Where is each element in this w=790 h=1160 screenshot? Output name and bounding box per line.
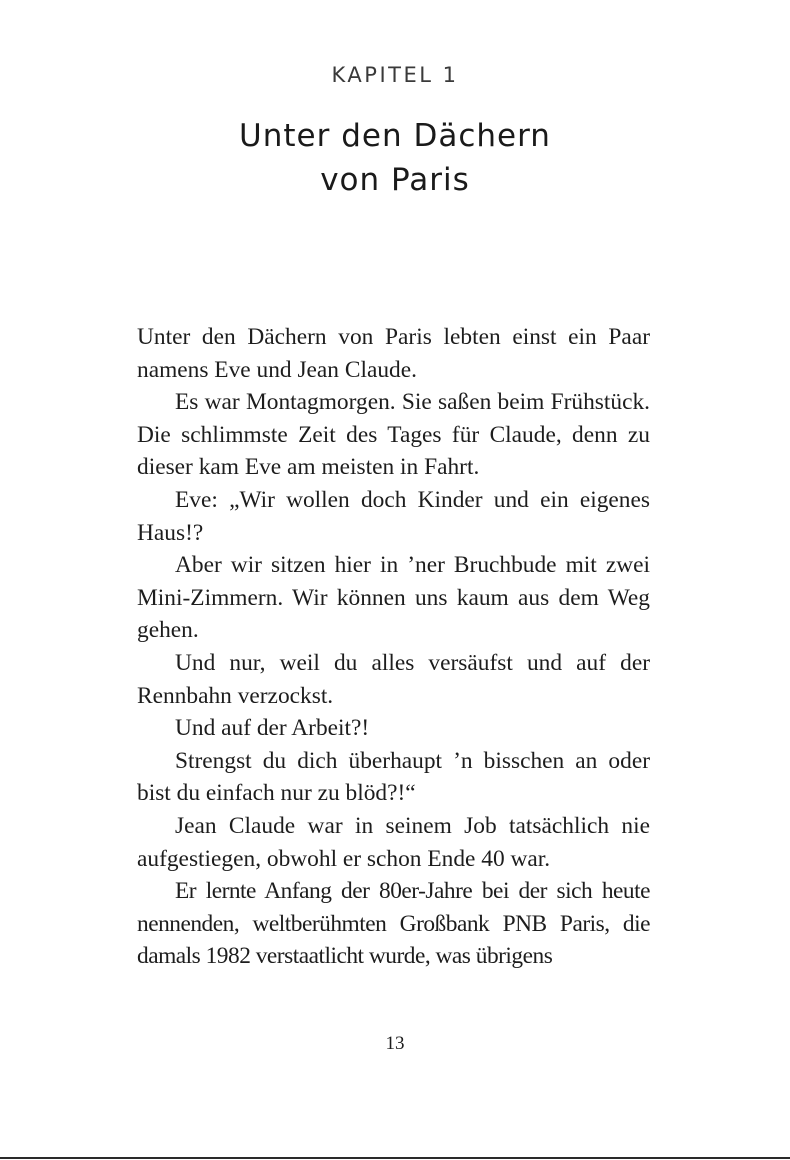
paragraph: Jean Claude war in seinem Job tatsächlich nie aufgestiegen, obwohl er schon Ende 40 war.	[137, 812, 650, 872]
paragraph: Aber wir sitzen hier in ’ner Bruchbude mit zwei Mini-Zimmern. Wir können uns kaum aus dem Weg gehen.	[137, 552, 650, 644]
paragraph: Er lernte Anfang der 80er-Jahre bei der sich heute nennenden, weltberühmten Großbank PNB Paris, die damals 1982 verstaatlicht wurde, was übrigens	[137, 878, 650, 970]
chapter-title-line-1: Unter den Dächern	[239, 118, 551, 154]
paragraph: Es war Montagmorgen. Sie saßen beim Frühstück. Die schlimmste Zeit des Tages für Claude, denn zu dieser kam Eve am meisten in Fahrt.	[137, 389, 650, 481]
page-number: 13	[385, 1033, 405, 1054]
chapter-title	[0, 114, 790, 202]
paragraph: Eve: „Wir wollen doch Kinder und ein eigenes Haus!?	[137, 486, 650, 546]
paragraph: Und nur, weil du alles versäufst und auf der Rennbahn verzockst.	[137, 649, 650, 709]
chapter-body	[137, 321, 650, 973]
paragraph: Und auf der Arbeit?!	[175, 715, 370, 742]
chapter-title-line-2: von Paris	[320, 162, 470, 198]
paragraph: Strengst du dich überhaupt ’n bisschen an oder bist du einfach nur zu blöd?!“	[137, 747, 650, 807]
page-edge-divider	[0, 1157, 790, 1159]
paragraph: Unter den Dächern von Paris lebten einst ein Paar namens Eve und Jean Claude.	[137, 324, 650, 383]
chapter-label: KAPITEL 1	[331, 63, 459, 87]
